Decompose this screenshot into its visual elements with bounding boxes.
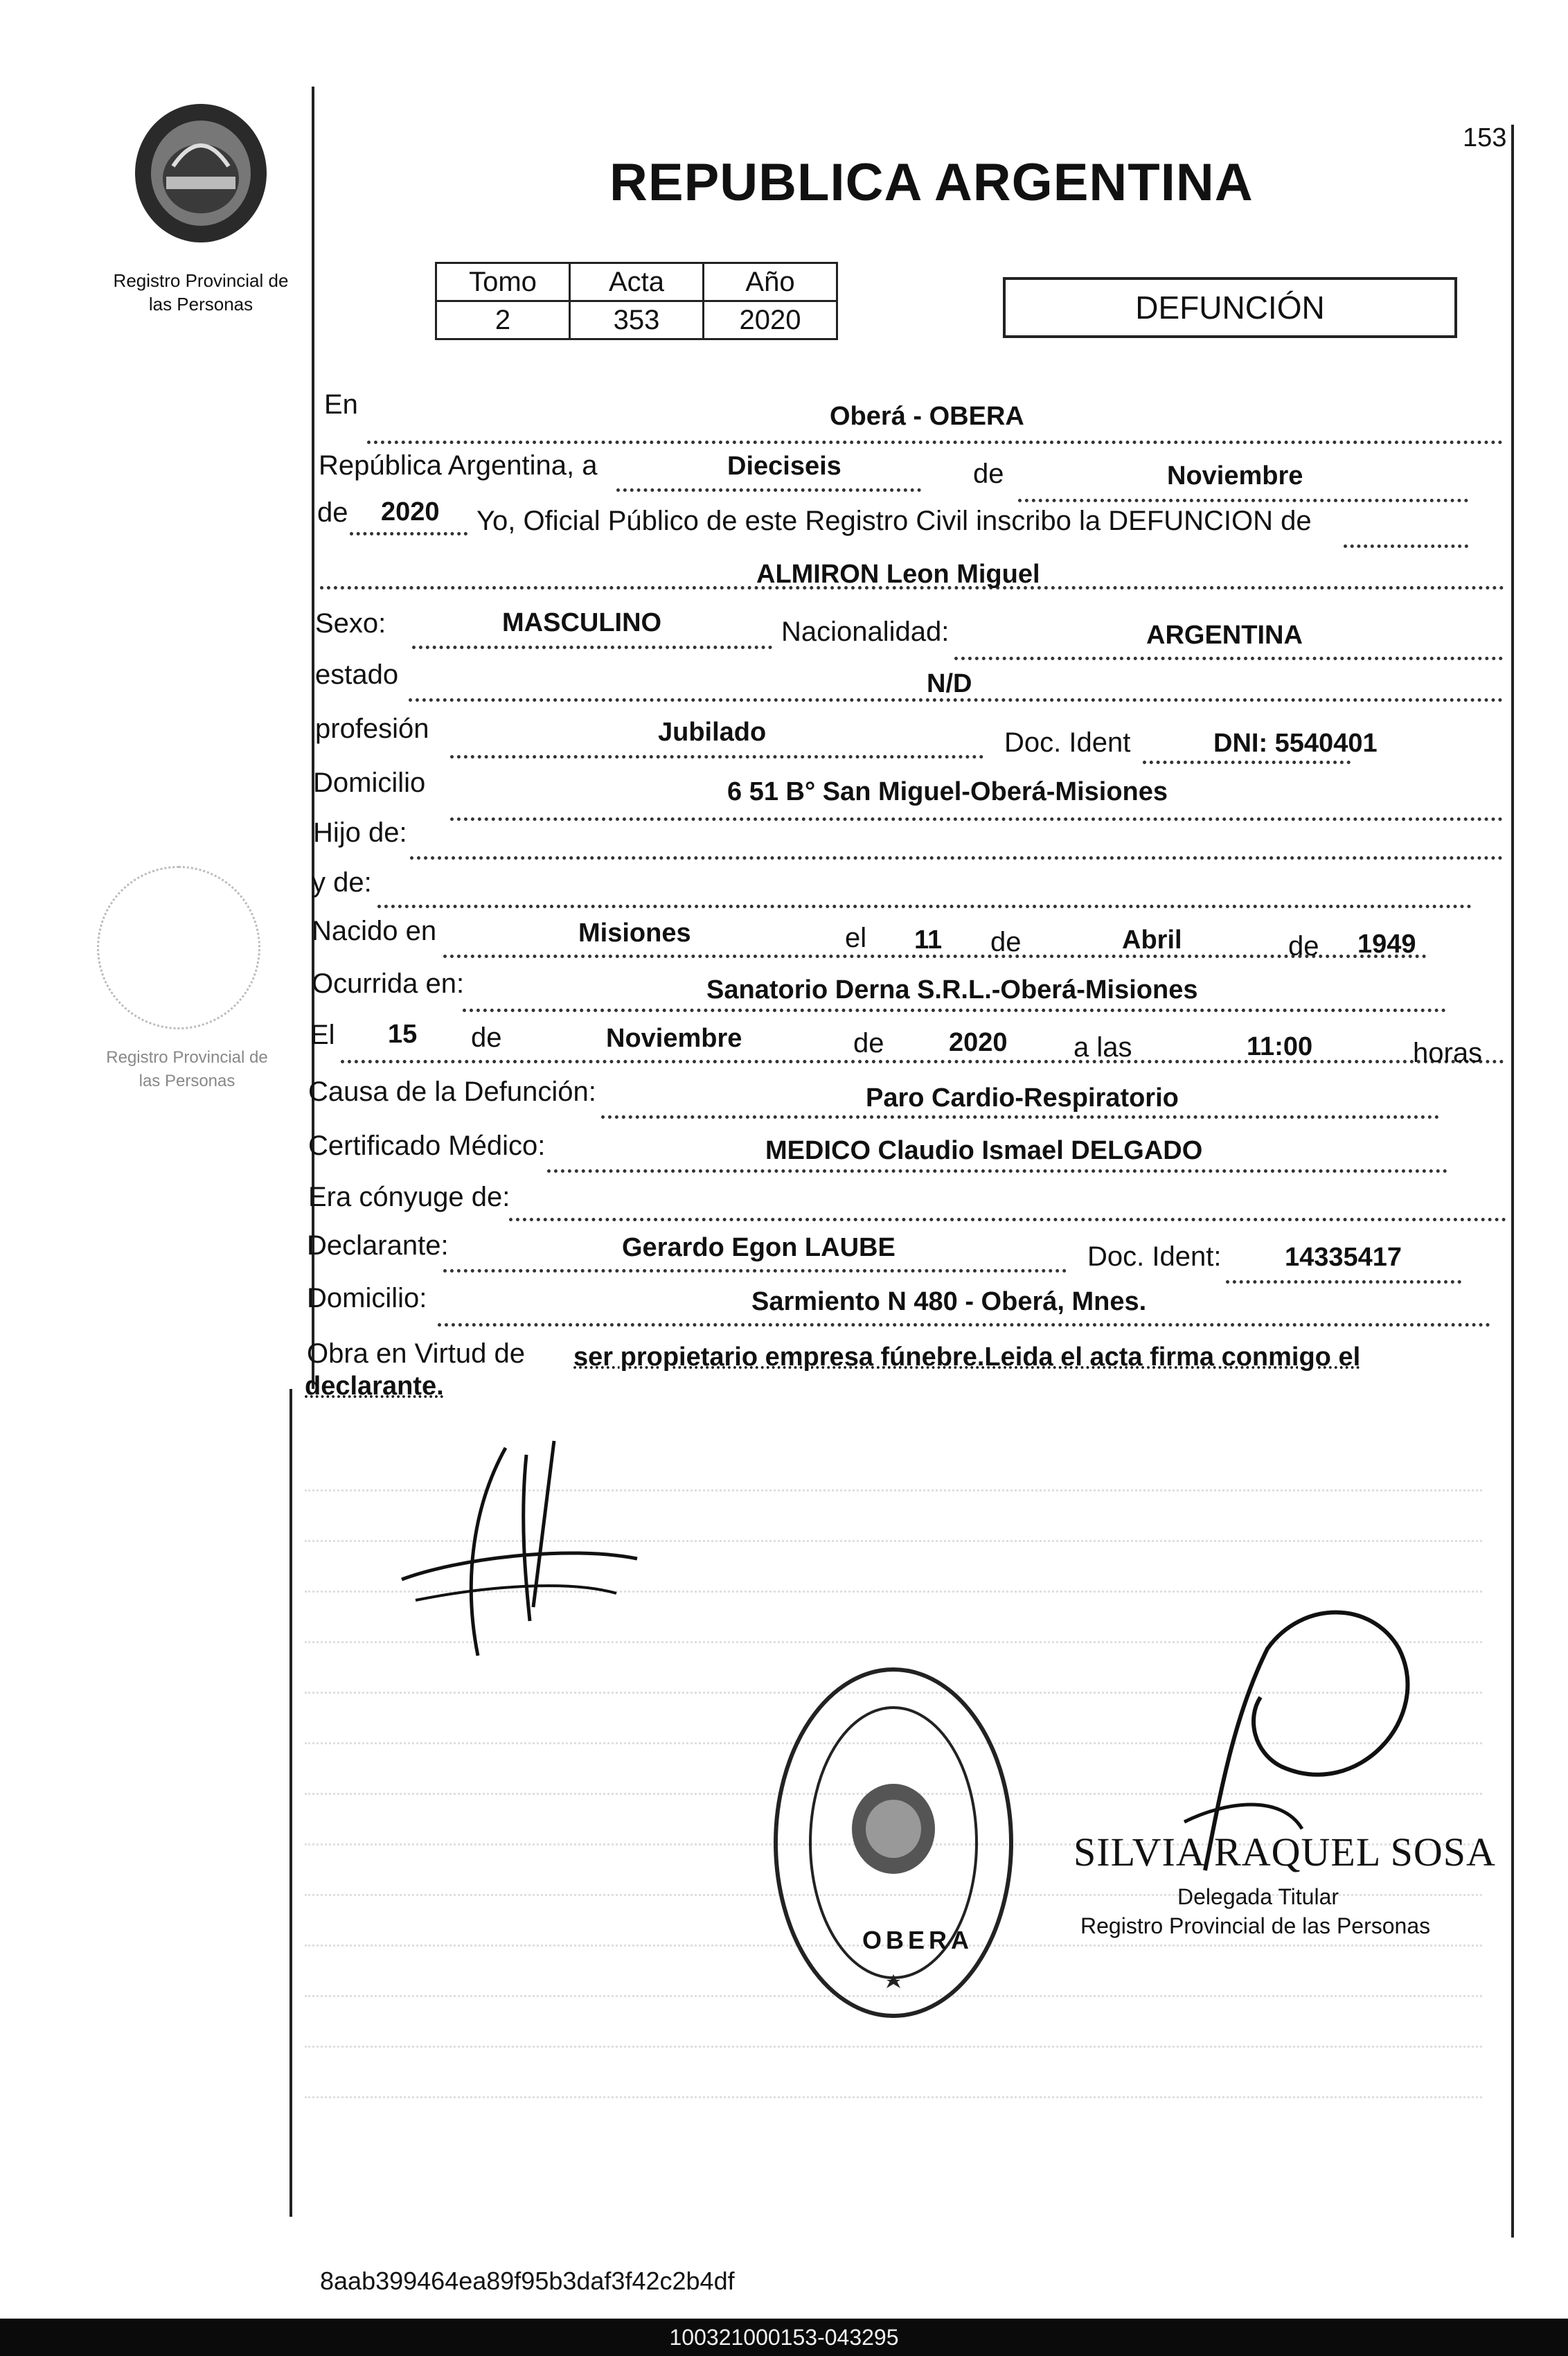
domicilio2-line — [438, 1323, 1490, 1327]
doc2-value: 14335417 — [1285, 1243, 1402, 1272]
domicilio-line — [450, 817, 1503, 821]
sexo-line — [412, 646, 772, 649]
en-value: Oberá - OBERA — [830, 402, 1024, 431]
document-hash: 8aab399464ea89f95b3daf3f42c2b4df — [320, 2267, 735, 2295]
death-day: 15 — [388, 1020, 418, 1049]
doc2-label: Doc. Ident: — [1087, 1241, 1222, 1272]
registrar-role: Delegada Titular — [1177, 1884, 1339, 1909]
en-label: En — [324, 389, 358, 420]
nacionalidad-value: ARGENTINA — [1146, 621, 1303, 650]
hijo-line — [410, 856, 1503, 860]
profesion-line — [450, 755, 983, 759]
yde-label: y de: — [312, 867, 372, 898]
deceased-name: ALMIRON Leon Miguel — [756, 560, 1040, 589]
death-month: Noviembre — [606, 1024, 742, 1053]
nacionalidad-line — [954, 657, 1503, 660]
official-seal — [769, 1663, 1018, 2023]
causa-value: Paro Cardio-Respiratorio — [866, 1083, 1179, 1113]
doc-line — [1143, 761, 1351, 764]
ocurrida-value: Sanatorio Derna S.R.L.-Oberá-Misiones — [706, 975, 1198, 1004]
nacionalidad-label: Nacionalidad: — [781, 617, 950, 647]
causa-label: Causa de la Defunción: — [308, 1077, 596, 1107]
table-header-tomo: Tomo — [436, 263, 570, 301]
nacido-value: Misiones — [578, 919, 691, 948]
document-type-box: DEFUNCIÓN — [1003, 277, 1457, 338]
hijo-label: Hijo de: — [313, 817, 407, 848]
record-table — [435, 262, 838, 340]
seal-emblem-icon — [125, 97, 277, 249]
year-line — [350, 532, 467, 535]
de-label-5: de — [471, 1022, 502, 1053]
day-value: Dieciseis — [727, 452, 841, 481]
table-header-acta: Acta — [570, 263, 704, 301]
official-seal-icon — [769, 1663, 1018, 2023]
republica-label: República Argentina, a — [319, 450, 598, 481]
birth-month: Abril — [1122, 925, 1182, 955]
conyuge-label: Era cónyuge de: — [308, 1182, 510, 1212]
footer-code: 100321000153-043295 — [0, 2319, 1568, 2356]
domicilio2-label: Domicilio: — [307, 1283, 427, 1313]
death-date-line — [341, 1060, 1504, 1063]
conyuge-line — [509, 1218, 1506, 1221]
faded-stamp-label: Registro Provincial de las Personas — [106, 1048, 268, 1090]
registrar-name: SILVIA RAQUEL SOSA — [1073, 1830, 1496, 1875]
death-time: 11:00 — [1247, 1032, 1313, 1061]
tomo-value: 2 — [436, 301, 570, 339]
de-label-2: de — [317, 497, 348, 528]
registrar-office: Registro Provincial de las Personas — [1080, 1913, 1431, 1938]
el2-label: El — [310, 1020, 335, 1050]
sexo-label: Sexo: — [315, 608, 386, 639]
certificado-line — [547, 1169, 1447, 1173]
year-value: 2020 — [381, 497, 440, 526]
obra-text: Obra en Virtud de — [307, 1338, 526, 1369]
de-label-4: de — [1288, 931, 1319, 962]
estado-value: N/D — [927, 669, 972, 698]
causa-line — [601, 1115, 1439, 1119]
estado-label: estado — [315, 659, 399, 690]
sexo-value: MASCULINO — [502, 608, 662, 637]
record-table-values — [436, 301, 837, 339]
certificado-label: Certificado Médico: — [308, 1131, 546, 1161]
acta-value: 353 — [570, 301, 704, 339]
de-label-3: de — [990, 927, 1022, 957]
profesion-value: Jubilado — [658, 718, 767, 747]
alas-label: a las — [1073, 1032, 1132, 1063]
doc-value: DNI: 5540401 — [1213, 729, 1378, 758]
doc2-line — [1226, 1280, 1461, 1284]
table-header-ano: Año — [704, 263, 837, 301]
de-label-6: de — [853, 1028, 884, 1059]
left-border-lower — [289, 1389, 292, 2217]
certificado-value: MEDICO Claudio Ismael DELGADO — [765, 1136, 1203, 1165]
page-title: REPUBLICA ARGENTINA — [609, 153, 1254, 212]
birth-day: 11 — [914, 925, 943, 955]
birth-year: 1949 — [1357, 930, 1416, 959]
page-number: 153 — [1463, 123, 1507, 152]
month-value: Noviembre — [1167, 461, 1303, 490]
obra-value: ser propietario empresa fúnebre.Leida el acta firma conmigo el — [573, 1343, 1361, 1372]
yo-line-end — [1344, 544, 1468, 548]
faded-stamp — [97, 866, 260, 1029]
profesion-label: profesión — [315, 714, 429, 744]
domicilio-value: 6 51 B° San Miguel-Oberá-Misiones — [727, 777, 1168, 806]
declarante-value: Gerardo Egon LAUBE — [622, 1233, 896, 1262]
doc-label: Doc. Ident — [1004, 727, 1131, 758]
el-label: el — [845, 923, 867, 953]
declarante-line — [443, 1269, 1067, 1273]
death-year: 2020 — [949, 1028, 1008, 1057]
ocurrida-label: Ocurrida en: — [312, 968, 465, 999]
right-border — [1511, 125, 1514, 2238]
official-seal-bottom-text: OBERA — [862, 1926, 974, 1954]
de-label-1: de — [973, 459, 1004, 489]
declarant-signature — [388, 1427, 665, 1676]
month-line — [1018, 499, 1468, 502]
record-table-header — [436, 263, 837, 301]
domicilio2-value: Sarmiento N 480 - Oberá, Mnes. — [751, 1287, 1147, 1316]
en-line — [367, 441, 1503, 444]
day-line — [616, 488, 921, 492]
yo-text: Yo, Oficial Público de este Registro Civil inscribo la DEFUNCION de — [476, 506, 1312, 536]
ocurrida-line — [463, 1009, 1446, 1012]
declarante-label: Declarante: — [307, 1230, 449, 1261]
obra-value-2: declarante. — [305, 1372, 444, 1401]
horas-label: horas — [1413, 1038, 1483, 1068]
domicilio-label: Domicilio — [313, 768, 426, 798]
registry-label: Registro Provincial de las Personas — [113, 270, 289, 315]
yde-line — [377, 905, 1472, 908]
provincial-seal — [125, 97, 277, 249]
nacido-label: Nacido en — [312, 916, 437, 946]
ano-value: 2020 — [704, 301, 837, 339]
